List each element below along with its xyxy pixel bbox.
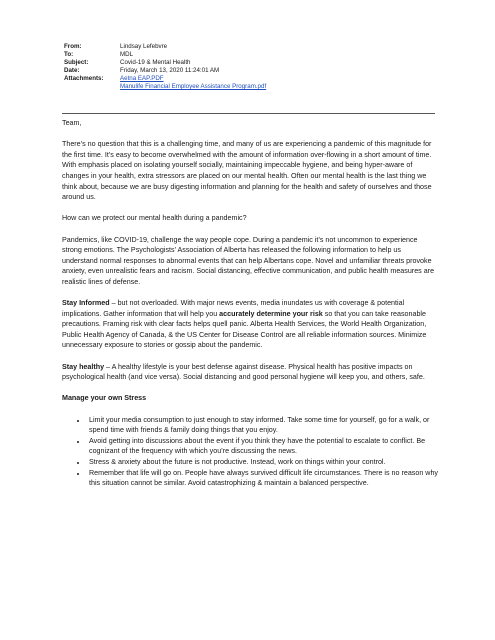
from-label: From: bbox=[64, 43, 82, 50]
subject-label: Subject: bbox=[64, 59, 89, 67]
intro-paragraph: There’s no question that this is a challenging time, and many of us are experiencing a pandemic of this magnitude for the first time. It’s easy to become overwhelmed with the amount of information over-flowing in a short amount of time. With emphasis placed on isolating yourself socially, maintaining impeccable hygiene, and being hyper-aware of changes in your health, extra stressors are placed on our mental health. Often our mental health is the last thing we think about, because we are busy digesting information and planning for the health and safety of ourselves and those around us. bbox=[62, 140, 432, 202]
header-subject-row bbox=[64, 59, 266, 67]
from-value: Lindsay Lefebvre bbox=[120, 43, 168, 50]
stay-informed-heading: Stay Informed bbox=[62, 299, 110, 308]
to-label: To: bbox=[64, 51, 74, 59]
attachment-link-manulife[interactable]: Manulife Financial Employee Assistance Program.pdf bbox=[120, 83, 267, 91]
to-value: MDL bbox=[120, 51, 134, 59]
stay-informed-text-b: so that you can take reasonable precautions. Framing risk with clear facts helps quell panic. Alberta Health Services, the World Health Organization, Public Health Agency of Canada, & the US Center for Disease Control are all reliable information sources. Minimize unnecessary exposure to stories or gossip about the pandemic. bbox=[62, 309, 427, 350]
date-label: Date: bbox=[64, 67, 80, 75]
stay-healthy-paragraph bbox=[62, 362, 438, 383]
date-value: Friday, March 13, 2020 11:24:01 AM bbox=[120, 67, 220, 75]
header-date-row bbox=[64, 67, 266, 75]
email-header bbox=[64, 43, 266, 92]
stay-healthy-text: – A healthy lifestyle is your best defense against disease. Physical health has positive impacts on psychological health (and vice versa). Social distancing and good personal hygiene will keep you, and others, safe. bbox=[62, 362, 425, 382]
list-item: • Limit your media consumption to just enough to stay informed. Take some time for yourself, go for a walk, or spend time with friends & family doing things that you enjoy. bbox=[87, 415, 438, 436]
header-from-row bbox=[64, 43, 266, 51]
subject-value: Covid-19 & Mental Health bbox=[120, 59, 191, 67]
pandemics-paragraph: Pandemics, like COVID-19, challenge the way people cope. During a pandemic it’s not uncommon to experience strong emotions. The Psychologists’ Association of Alberta has released the following information to help us understand normal responses to abnormal events that can help Albertans cope. Novel and unfamiliar threats provoke anxiety, even unrealistic fears and racism. Social distancing, effective communication, and public health measures are realistic lines of defense. bbox=[62, 235, 435, 286]
header-attachments-row bbox=[64, 75, 266, 91]
greeting: Team, bbox=[62, 119, 82, 127]
list-item: • Remember that life will go on. People have always survived difficult life circumstances. There is no reason why this situation cannot be similar. Avoid catastrophizing & maintain a balanced perspective. bbox=[87, 468, 438, 489]
list-item: • Avoid getting into discussions about the event if you think they have the potential to escalate to conflict. Be cognizant of the frequency with which you’re discussing the news. bbox=[87, 436, 438, 457]
stay-healthy-heading: Stay healthy bbox=[62, 362, 105, 371]
header-to-row bbox=[64, 51, 266, 59]
header-divider bbox=[62, 113, 435, 114]
email-body bbox=[62, 118, 438, 489]
list-item: • Stress & anxiety about the future is not productive. Instead, work on things within your control. bbox=[87, 457, 438, 468]
attachments-label: Attachments: bbox=[64, 75, 104, 83]
attachment-link-aetna[interactable]: Aetna EAP.PDF bbox=[120, 75, 164, 83]
stress-list bbox=[62, 415, 438, 489]
stay-informed-paragraph bbox=[62, 298, 438, 351]
stay-informed-emphasis: accurately determine your risk bbox=[219, 309, 323, 318]
stay-informed-text-a: – but not overloaded. With major news events, media inundates us with coverage & potential implications. Gather information that will help you bbox=[62, 299, 405, 318]
manage-stress-heading: Manage your own Stress bbox=[62, 394, 147, 403]
question-paragraph: How can we protect our mental health during a pandemic? bbox=[62, 214, 247, 223]
